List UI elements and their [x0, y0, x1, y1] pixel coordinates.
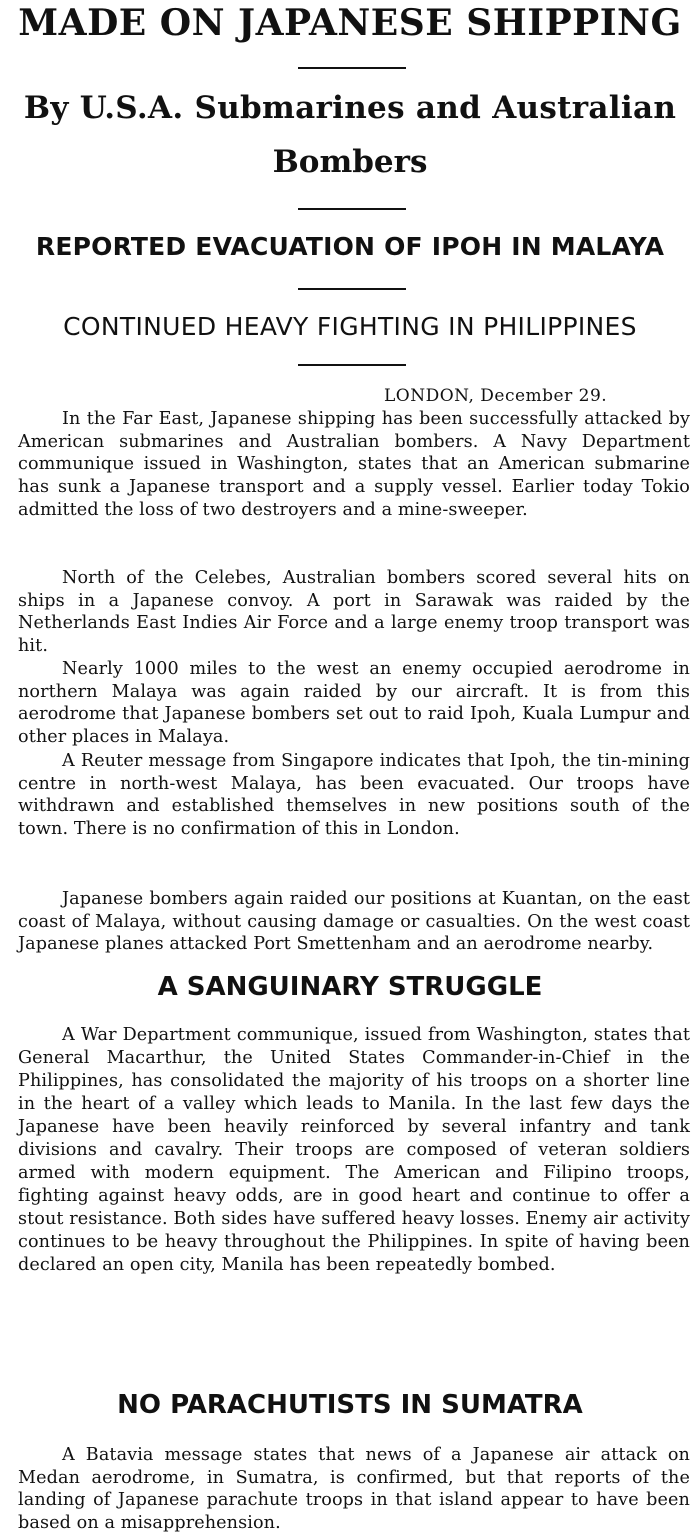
divider-rule	[298, 208, 406, 210]
main-headline: MADE ON JAPANESE SHIPPING	[18, 2, 682, 44]
dateline: LONDON, December 29.	[384, 386, 608, 406]
section-heading-struggle: A SANGUINARY STRUGGLE	[157, 972, 543, 1002]
article-paragraph: A War Department communique, issued from Washington, states that General Macarthur, the United States Commander-in-Chief in the Philippines, has consolidated the majority of his troops on a shorter line in the heart of a valley which leads to Manila. In the last few days the Japanese have been heavily reinforced by several infantry and tank divisions and cavalry. Their troops are composed of veteran soldiers armed with modern equipment. The American and Filipino troops, fighting against heavy odds, are in good heart and continue to offer a stout resistance. Both sides have suffered heavy losses. Enemy air activity continues to be heavy throughout the Philippines. In spite of having been declared an open city, Manila has been repeatedly bombed.	[18, 1025, 690, 1275]
divider-rule	[298, 288, 406, 290]
deck-headline-line2: Bombers	[272, 144, 428, 180]
article-paragraph: In the Far East, Japanese shipping has been successfully attacked by American submarines and Australian bombers. A Navy Department communique issued in Washington, states that an American submarine has sunk a Japanese transport and a supply vessel. Earlier today Tokio admitted the loss of two destroyers and a mine-sweeper.	[18, 409, 690, 520]
subheadline-philippines: CONTINUED HEAVY FIGHTING IN PHILIPPINES	[63, 312, 637, 341]
deck-headline-line1: By U.S.A. Submarines and Australian	[23, 90, 677, 126]
divider-rule	[298, 67, 406, 69]
divider-rule	[298, 364, 406, 366]
article-paragraph: Nearly 1000 miles to the west an enemy occupied aerodrome in northern Malaya was again raided by our aircraft. It is from this aerodrome that Japanese bombers set out to raid Ipoh, Kuala Lumpur and other places in Malaya.	[18, 659, 690, 748]
section-heading-sumatra: NO PARACHUTISTS IN SUMATRA	[117, 1390, 583, 1420]
article-paragraph: A Batavia message states that news of a Japanese air attack on Medan aerodrome, in Sumatra, is confirmed, but that reports of the landing of Japanese parachute troops in that island appear to have been based on a misapprehension.	[18, 1445, 690, 1534]
article-paragraph: North of the Celebes, Australian bombers scored several hits on ships in a Japanese convoy. A port in Sarawak was raided by the Netherlands East Indies Air Force and a large enemy troop transport was hit.	[18, 568, 690, 657]
subheadline-ipoh: REPORTED EVACUATION OF IPOH IN MALAYA	[35, 232, 665, 261]
article-paragraph: Japanese bombers again raided our positions at Kuantan, on the east coast of Malaya, without causing damage or casualties. On the west coast Japanese planes attacked Port Smettenham and an aerodrome nearby.	[18, 889, 690, 955]
article-paragraph: A Reuter message from Singapore indicates that Ipoh, the tin-mining centre in north-west Malaya, has been evacuated. Our troops have withdrawn and established themselves in new positions south of the town. There is no confirmation of this in London.	[18, 751, 690, 840]
